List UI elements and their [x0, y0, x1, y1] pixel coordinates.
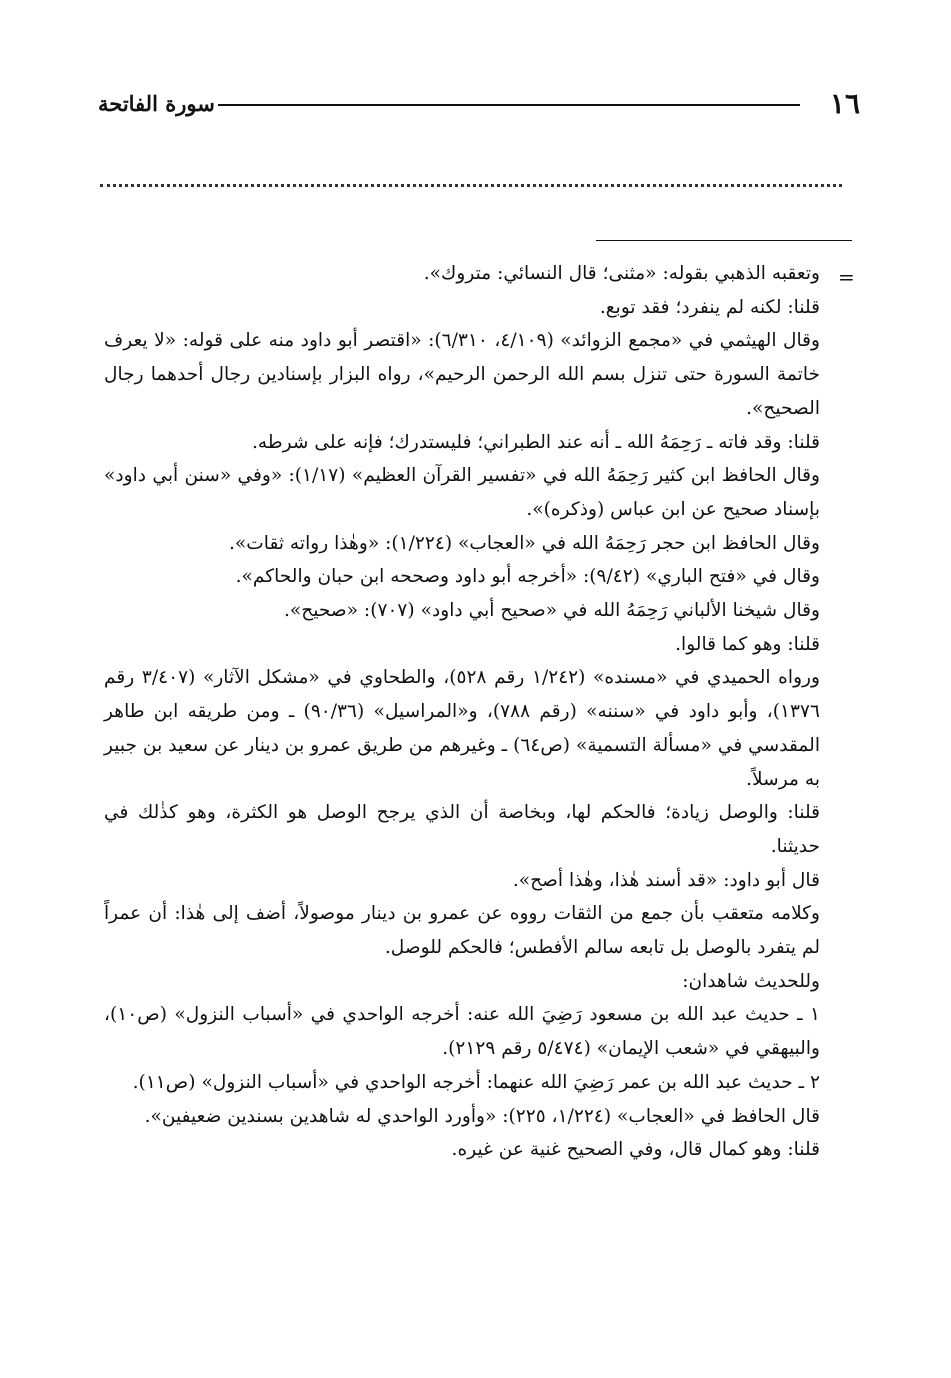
- page-header: [98, 82, 860, 126]
- paragraph: وقال في «فتح الباري» (٩/٤٢): «أخرجه أبو داود وصححه ابن حبان والحاكم».: [235, 566, 820, 588]
- page-number: ١٦: [829, 87, 860, 120]
- paragraph: قلنا: وهو كمال قال، وفي الصحيح غنية عن غيره.: [451, 1139, 820, 1161]
- paragraph: وقال الحافظ ابن حجر رَحِمَهُ الله في «العجاب» (١/٢٢٤): «وهٰذا رواته ثقات».: [228, 532, 820, 554]
- surah-title: سورة الفاتحة: [98, 91, 215, 116]
- paragraph: وكلامه متعقب بأن جمع من الثقات رووه عن عمرو بن دينار موصولاً، أضف إلى هٰذا: أن عمراً لم يتفرد بالوصل بل تابعه سالم الأفطس؛ فالحكم للوصل.: [104, 903, 820, 959]
- paragraph: ٢ ـ حديث عبد الله بن عمر رَضِيَ الله عنهما: أخرجه الواحدي في «أسباب النزول» (ص١١).: [132, 1071, 820, 1093]
- paragraph: قال الحافظ في «العجاب» (١/٢٢٤، ٢٢٥): «وأورد الواحدي له شاهدين بسندين ضعيفين».: [144, 1105, 820, 1127]
- footnote-continuation-mark: =: [838, 265, 855, 289]
- paragraph: وقال الهيثمي في «مجمع الزوائد» (٤/١٠٩، ٦/٣١٠): «اقتصر أبو داود منه على قوله: «لا يعرف خاتمة السورة حتى تنزل بسم الله الرحمن الرحيم»، رواه البزار بإسنادين رجال أحدهما رجال الصحيح».: [104, 330, 820, 419]
- paragraph: قال أبو داود: «قد أسند هٰذا، وهٰذا أصح».: [512, 869, 820, 891]
- paragraph: وللحديث شاهدان:: [682, 970, 820, 992]
- paragraph: قلنا: لكنه لم ينفرد؛ فقد توبع.: [599, 296, 820, 318]
- paragraph: قلنا: والوصل زيادة؛ فالحكم لها، وبخاصة أن الذي يرجح الوصل هو الكثرة، وهو كذٰلك في حديثنا.: [104, 802, 820, 857]
- paragraph: ورواه الحميدي في «مسنده» (١/٢٤٢ رقم ٥٢٨)، والطحاوي في «مشكل الآثار» (٣/٤٠٧ رقم ١٣٧٦)، وأبو داود في «سننه» (رقم ٧٨٨)، و«المراسيل» (٩٠/٣٦) ـ ومن طريقه ابن طاهر المقدسي في «مسألة التسمية» (ص٦٤) ـ وغيرهم من طريق عمرو بن دينار عن سعيد بن جبير به مرسلاً.: [104, 667, 821, 790]
- paragraph: وتعقبه الذهبي بقوله: «مثنى؛ قال النسائي: متروك».: [423, 263, 820, 284]
- footnote-body: [104, 257, 820, 1167]
- paragraph: ١ ـ حديث عبد الله بن مسعود رَضِيَ الله عنه: أخرجه الواحدي في «أسباب النزول» (ص١٠)، والبيهقي في «شعب الإيمان» (٥/٤٧٤ رقم ٢١٢٩).: [104, 1004, 820, 1060]
- dotted-separator: [100, 184, 842, 187]
- header-rule: [218, 104, 800, 106]
- paragraph: قلنا: وهو كما قالوا.: [675, 633, 820, 655]
- paragraph: قلنا: وقد فاته ـ رَحِمَهُ الله ـ أنه عند الطبراني؛ فليستدرك؛ فإنه على شرطه.: [251, 431, 820, 453]
- paragraph: وقال الحافظ ابن كثير رَحِمَهُ الله في «تفسير القرآن العظيم» (١/١٧): «وفي «سنن أبي داود» بإسناد صحيح عن ابن عباس (وذكره)».: [104, 465, 820, 520]
- paragraph: وقال شيخنا الألباني رَحِمَهُ الله في «صحيح أبي داود» (٧٠٧): «صحيح».: [283, 600, 820, 622]
- footnote-rule: [596, 240, 852, 241]
